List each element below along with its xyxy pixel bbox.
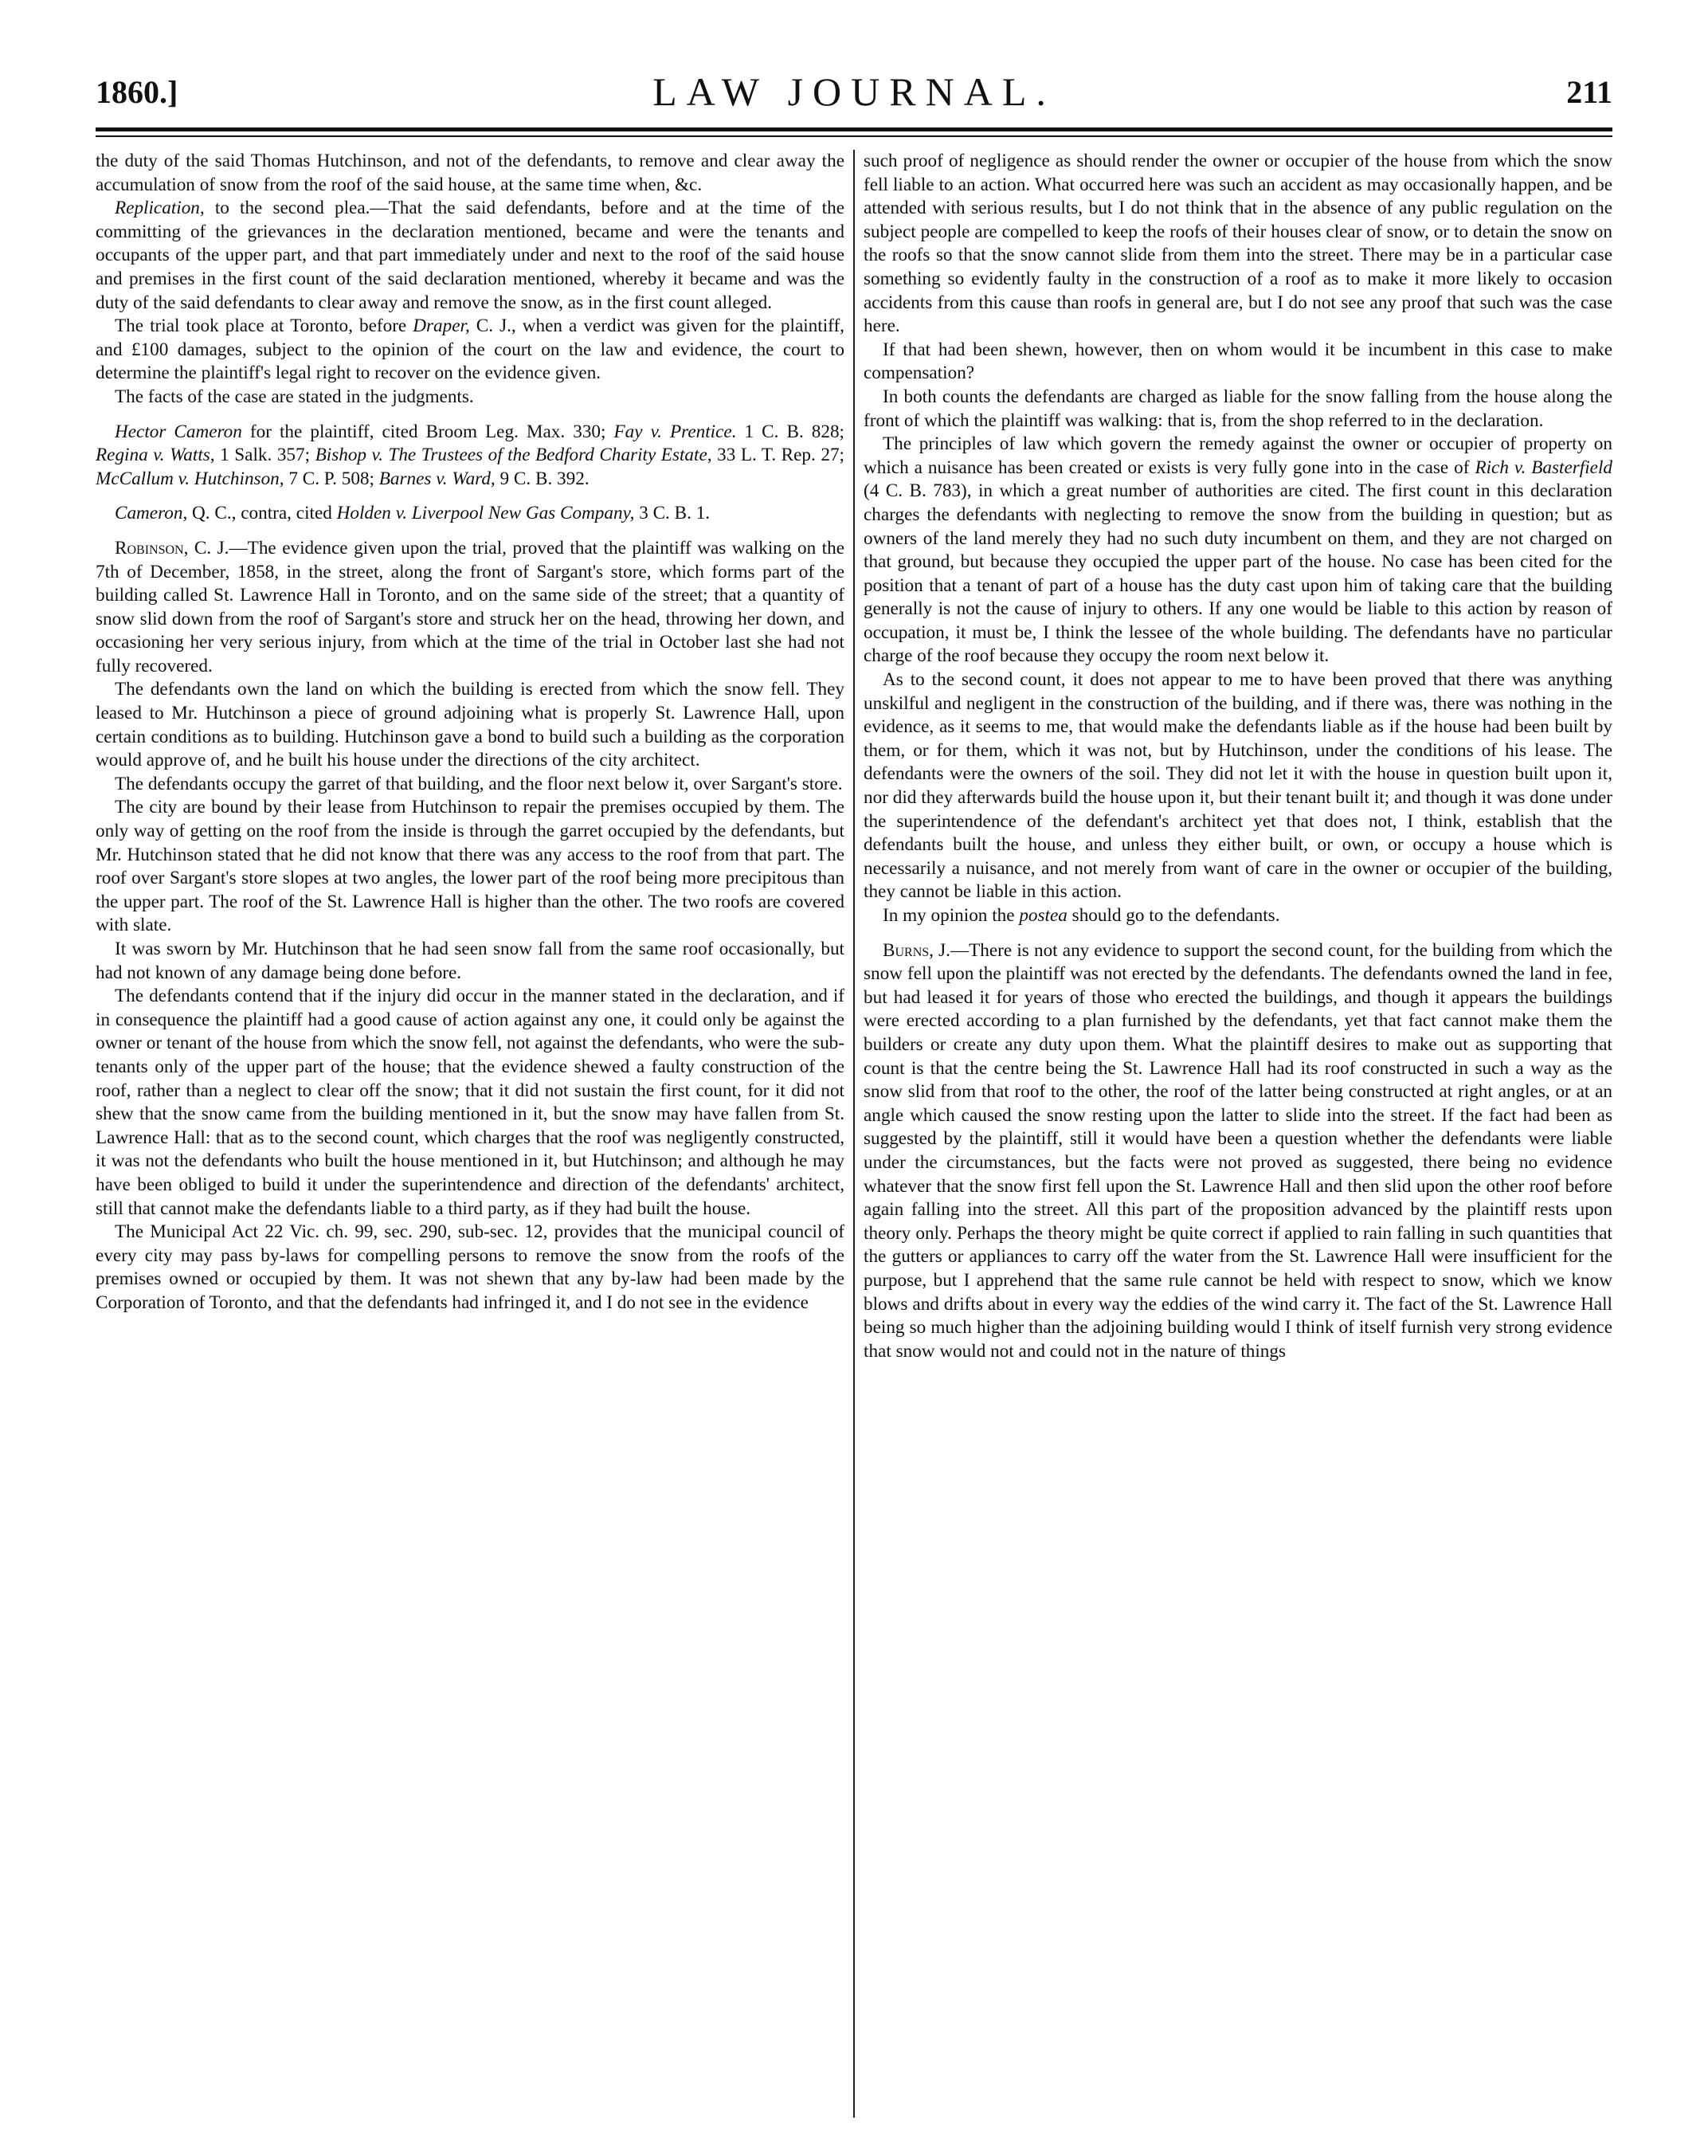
right-column [864,150,1612,2118]
header-year: 1860.] [96,74,178,110]
judgment-paragraph: Robinson, C. J.—The evidence given upon the trial, proved that the plaintiff was walking on the 7th of December, 1858, in the street, along the front of Sargant's store, which forms part of the building called St. Lawrence Hall in Toronto, and on the same side of the street; that a quantity of snow slid down from the roof of Sargant's store and struck her on the head, throwing her down, and occasioning her very serious injury, from which at the time of the trial in October last she had not fully recovered. [96,537,844,676]
paragraph: As to the second count, it does not appear to me to have been proved that there was anything unskilful and negligent in the construction of the building, and if there was, there was nothing in the evidence, as it seems to me, that would make the defendants liable as if the house had been built by them, or for them, which it was not, but by Hutchinson, under the conditions of his lease. The defendants were the owners of the soil. They did not let it with the house in question built upon it, nor did they afterwards build the house upon it, but their tenant built it; and though it was done under the superintendence of the defendant's architect yet that does not, I think, establish that the defendants built the house, and unless they either built, or own, or occupy a house which is necessarily a nuisance, and not merely from want of care in the owner or occupier of the building, they cannot be liable in this action. [864,669,1612,903]
counsel-citation: Cameron, Q. C., contra, cited Holden v. Liverpool New Gas Company, 3 C. B. 1. [115,503,711,524]
judgment-paragraph: Burns, J.—There is not any evidence to support the second count, for the building from which the snow fell upon the plaintiff was not erected by the defendants. The defendants owned the land in fee, but had leased it for years of those who erected the buildings, and though it appears the buildings were erected according to a plan furnished by the defendants, yet that fact cannot make them the builders or create any duty upon them. What the plaintiff desires to make out as supporting that count is that the centre being the St. Lawrence Hall had its roof constructed in such a way as the snow slid from that roof to the other, the roof of the latter being constructed at right angles, or at an angle which caused the snow resting upon the latter to slide into the street. If the fact had been as suggested by the plaintiff, still it would have been a question whether the defendants were liable under the circumstances, but the facts were not proved as suggested, there being no evidence whatever that the snow first fell upon the St. Lawrence Hall and then slid upon the other roof before again falling into the street. All this part of the proposition advanced by the plaintiff rests upon theory only. Perhaps the theory might be quite correct if applied to rain falling in such quantities that the gutters or appliances to carry off the water from the St. Lawrence Hall were insufficient for the purpose, but I apprehend that the same rule cannot be held with respect to snow, which we know blows and drifts about in every way the eddies of the wind carry it. The fact of the St. Lawrence Hall being so much higher than the adjoining building would I think of itself furnish very strong evidence that snow would not and could not in the nature of things [864,939,1612,1362]
paragraph: The defendants contend that if the injury did occur in the manner stated in the declaration, and if in consequence the plaintiff had a good cause of action against any one, it could only be against the owner or tenant of the house from which the snow fell, not against the defendants, who were the sub-tenants only of the upper part of the house; that the evidence shewed a faulty construction of the roof, rather than a neglect to clear off the snow; that it did not sustain the first count, for it did not shew that the snow came from the building mentioned in it, but the snow may have fallen from St. Lawrence Hall: that as to the second count, which charges that the roof was negligently constructed, it was not the defendants who built the house mentioned in it, but Hutchinson; and although he may have been obliged to build it under the superintendence and direction of the defendants' architect, still that cannot make the defendants liable to a third party, as if they had built the house. [96,986,844,1219]
paragraph: The principles of law which govern the remedy against the owner or occupier of property on which a nuisance has been created or exists is very fully gone into in the case of Rich v. Basterfield (4 C. B. 783), in which a great number of authorities are cited. The first count in this declaration charges the defendants with neglecting to remove the snow from the building in question; but as owners of the land merely they had no such duty incumbent on them, and they are not charged on that ground, but because they occupied the upper part of the house. No case has been cited for the position that a tenant of part of a house has the duty cast upon him of taking care that the building generally is not the cause of injury to others. If any one would be liable to this action by reason of occupation, it must be, I think the lessee of the whole building. The defendants have no particular charge of the roof because they occupy the room next below it. [864,433,1612,667]
paragraph: The Municipal Act 22 Vic. ch. 99, sec. 290, sub-sec. 12, provides that the municipal council of every city may pass by-laws for compelling persons to remove the snow from the roofs of the premises owned or occupied by them. It was not shewn that any by-law had been made by the Corporation of Toronto, and that the defendants had infringed it, and I do not see in the evidence [96,1221,844,1313]
paragraph: It was sworn by Mr. Hutchinson that he had seen snow fall from the same roof occasionally, but had not known of any damage being done before. [96,939,844,983]
page-number: 211 [1566,74,1612,110]
paragraph: The defendants occupy the garret of that building, and the floor next below it, over Sargant's store. [115,773,843,794]
counsel-citation: Hector Cameron for the plaintiff, cited Broom Leg. Max. 330; Fay v. Prentice. 1 C. B. 828; Regina v. Watts, 1 Salk. 357; Bishop v. The Trustees of the Bedford Charity Estate, 33 L. T. Rep. 27; McCallum v. Hutchinson, 7 C. P. 508; Barnes v. Ward, 9 C. B. 392. [96,421,844,489]
text-columns [96,150,1612,2118]
paragraph: In my opinion the postea should go to the defendants. [883,905,1280,926]
paragraph: Replication, to the second plea.—That the said defendants, before and at the time of the committing of the grievances in the declaration mentioned, became and were the tenants and occupants of the upper part, and that part immediately under and next to the roof of the said house and premises in the first count of the said declaration mentioned, whereby it became and was the duty of the said defendants to clear away and remove the snow, as in the first count alleged. [96,198,844,313]
paragraph: If that had been shewn, however, then on whom would it be incumbent in this case to make compensation? [864,339,1612,384]
left-column [96,150,844,2118]
paragraph: The facts of the case are stated in the judgments. [115,386,474,407]
paragraph: The trial took place at Toronto, before Draper, C. J., when a verdict was given for the plaintiff, and £100 damages, subject to the opinion of the court on the law and evidence, the court to determine the plaintiff's legal right to recover on the evidence given. [96,316,844,384]
journal-page [96,48,1612,2127]
running-header [96,64,1612,127]
paragraph: such proof of negligence as should render the owner or occupier of the house from which the snow fell liable to an action. What occurred here was such an accident as may occasionally happen, and be attended with serious results, but I do not think that in the absence of any public regulation on the subject people are compelled to keep the roofs of their houses clear of snow, or to detain the snow on the roofs so that the snow cannot slide from them into the street. There may be in a particular case something so evidently faulty in the construction of a roof as to make it more likely to occasion accidents from this cause than roofs in general are, but I do not see any proof that such was the case here. [864,151,1612,337]
paragraph: The city are bound by their lease from Hutchinson to repair the premises occupied by them. The only way of getting on the roof from the inside is through the garret occupied by the defendants, but Mr. Hutchinson stated that he did not know that there was any access to the roof from that part. The roof over Sargant's store slopes at two angles, the lower part of the roof being more precipitous than the upper part. The roof of the St. Lawrence Hall is higher than the other. The two roofs are covered with slate. [96,797,844,936]
paragraph: The defendants own the land on which the building is erected from which the snow fell. They leased to Mr. Hutchinson a piece of ground adjoining what is properly St. Lawrence Hall, upon certain conditions as to building. Hutchinson gave a bond to build such a building as the corporation would approve of, and he built his house under the directions of the city architect. [96,679,844,771]
header-rule-thin [96,135,1612,137]
column-divider [853,150,855,2118]
journal-title: LAW JOURNAL. [652,69,1056,114]
paragraph: In both counts the defendants are charged as liable for the snow falling from the house along the front of which the plaintiff was walking: that is, from the shop referred to in the declaration. [864,386,1612,431]
paragraph: the duty of the said Thomas Hutchinson, and not of the defendants, to remove and clear away the accumulation of snow from the roof of the said house, at the same time when, &c. [96,151,844,195]
header-rule-thick [96,127,1612,131]
